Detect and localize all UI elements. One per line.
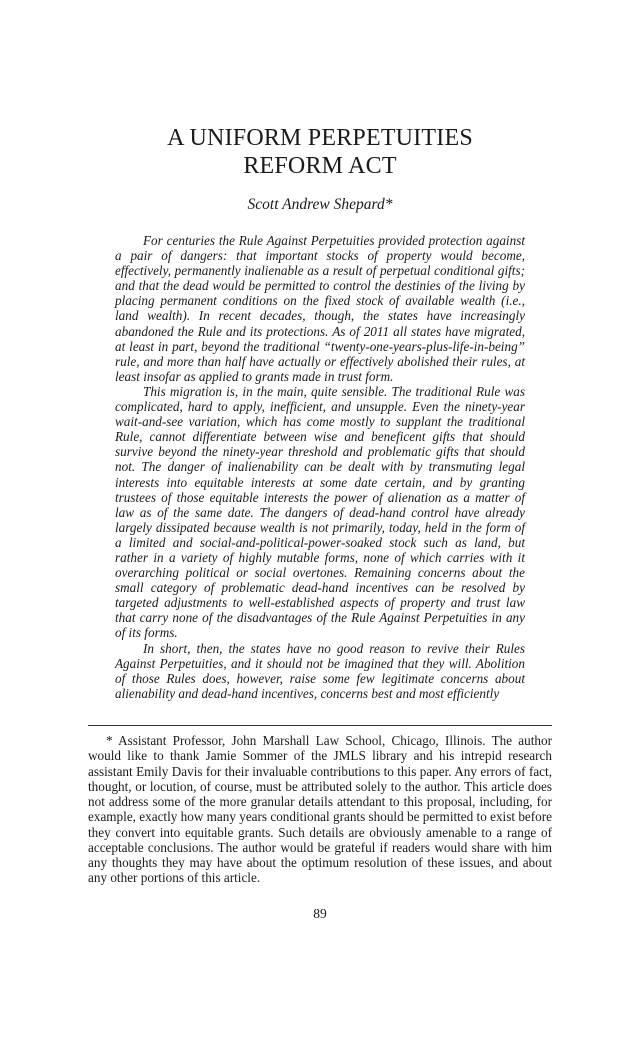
article-title-line-2: REFORM ACT bbox=[243, 153, 397, 179]
abstract-paragraph-1: For centuries the Rule Against Perpetuities provided protection against a pair of dangers: that important stocks of property would become, effectively, permanently inalienable as a result of perpetual conditional gifts; and that the dead would be permitted to control the destinies of the living by placing permanent conditions on the fixed stock of available wealth (i.e., land wealth). In recent decades, though, the states have increasingly abandoned the Rule and its protections. As of 2011 all states have migrated, at least in part, beyond the traditional “twenty-one-years-plus-life-in-being” rule, and more than half have actually or effectively abolished their rules, at least insofar as applied to grants made in trust form. bbox=[115, 233, 525, 384]
abstract-paragraph-3: In short, then, the states have no good reason to revive their Rules Against Perpetuities, and it should not be imagined that they will. Abolition of those Rules does, however, raise some few legitimate concerns about alienability and dead-hand incentives, concerns best and most efficiently bbox=[115, 640, 525, 701]
footnote-divider bbox=[88, 725, 552, 726]
abstract bbox=[115, 233, 525, 701]
article-title bbox=[0, 124, 640, 180]
article-author: Scott Andrew Shepard* bbox=[247, 196, 393, 213]
abstract-paragraph-2: This migration is, in the main, quite sensible. The traditional Rule was complicated, hard to apply, inefficient, and unsupple. Even the ninety-year wait-and-see variation, which has come mostly to supplant the traditional Rule, cannot differentiate between wise and beneficent gifts that should survive beyond the ninety-year threshold and problematic gifts that should not. The danger of inalienability can be dealt with by transmuting legal interests into equitable interests at some date certain, and by granting trustees of those equitable interests the power of alienation as a matter of law as of the same date. The dangers of dead-hand control have already largely dissipated because wealth is not primarily, today, held in the form of a limited and social-and-political-power-soaked stock such as land, but rather in a variety of highly mutable forms, none of which carries with it overarching political or social overtones. Remaining concerns about the small category of problematic dead-hand incentives can be resolved by targeted adjustments to well-established aspects of property and trust law that carry none of the disadvantages of the Rule Against Perpetuities in any of its forms. bbox=[115, 383, 525, 641]
author-footnote: * Assistant Professor, John Marshall Law School, Chicago, Illinois. The author would like to thank Jamie Sommer of the JMLS library and his intrepid research assistant Emily Davis for their invaluable contributions to this paper. Any errors of fact, thought, or locution, of course, must be attributed solely to the author. This article does not address some of the more granular details attendant to this proposal, including, for example, exactly how many years conditional grants should be permitted to exist before they convert into equitable grants. Such details are obviously amenable to a range of acceptable conclusions. The author would be grateful if readers would share with him any thoughts they may have about the optimum resolution of these issues, and about any other portions of this article. bbox=[88, 733, 552, 886]
article-title-line-1: A UNIFORM PERPETUITIES bbox=[167, 125, 473, 151]
page-number: 89 bbox=[313, 906, 327, 921]
